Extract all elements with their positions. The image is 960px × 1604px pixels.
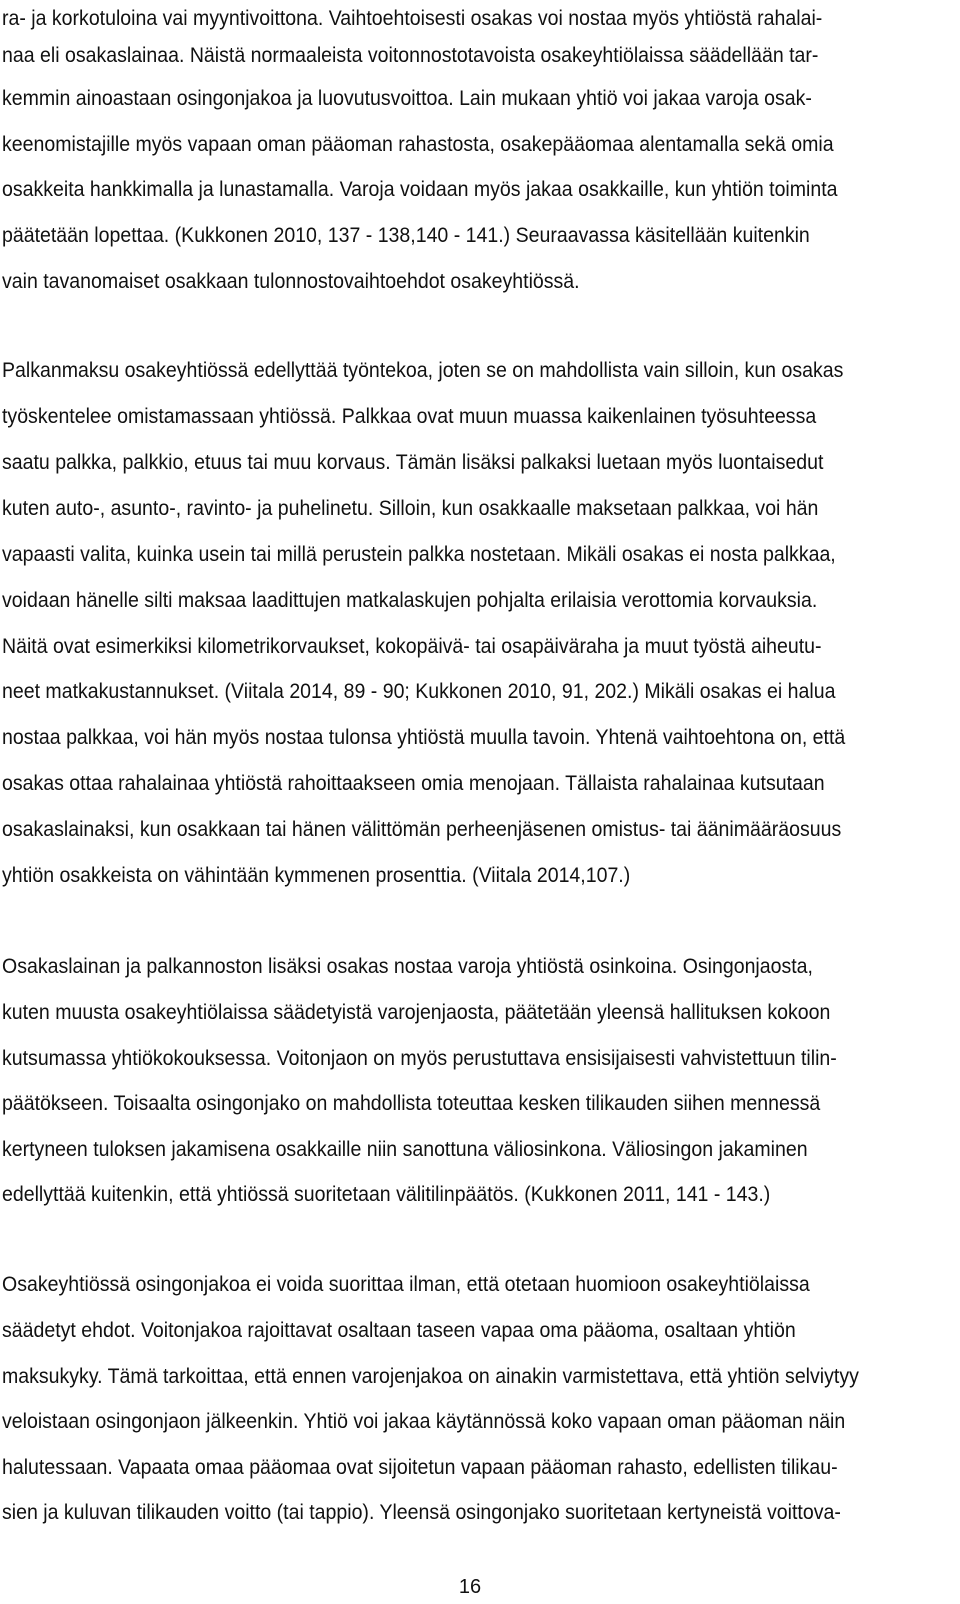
- text-line: neet matkakustannukset. (Viitala 2014, 89 - 90; Kukkonen 2010, 91, 202.) Mikäli osakas ei halua: [2, 680, 836, 703]
- text-line: kutsumassa yhtiökokouksessa. Voitonjaon on myös perustuttava ensisijaisesti vahvistettuun tilin-: [2, 1047, 837, 1070]
- text-line: kemmin ainoastaan osingonjakoa ja luovutusvoittoa. Lain mukaan yhtiö voi jakaa varoja osak-: [2, 87, 812, 110]
- text-line: päätetään lopettaa. (Kukkonen 2010, 137 - 138,140 - 141.) Seuraavassa käsitellään kuitenkin: [2, 224, 810, 247]
- text-line: halutessaan. Vapaata omaa pääomaa ovat sijoitetun vapaan pääoman rahasto, edellisten tilikau-: [2, 1456, 838, 1479]
- text-line: maksukyky. Tämä tarkoittaa, että ennen varojenjakoa on ainakin varmistettava, että yhtiön selviytyy: [2, 1365, 859, 1388]
- text-line: yhtiön osakkeista on vähintään kymmenen prosenttia. (Viitala 2014,107.): [2, 864, 631, 887]
- text-line: sien ja kuluvan tilikauden voitto (tai tappio). Yleensä osingonjako suoritetaan kertyneistä voittova-: [2, 1501, 841, 1524]
- text-line: voidaan hänelle silti maksaa laadittujen matkalaskujen pohjalta erilaisia verottomia korvauksia.: [2, 589, 818, 612]
- text-line: kuten muusta osakeyhtiölaissa säädetyistä varojenjaosta, päätetään yleensä hallituksen kokoon: [2, 1001, 831, 1024]
- text-line: säädetyt ehdot. Voitonjakoa rajoittavat osaltaan taseen vapaa oma pääoma, osaltaan yhtiön: [2, 1319, 796, 1342]
- text-line: edellyttää kuitenkin, että yhtiössä suoritetaan välitilinpäätös. (Kukkonen 2011, 141 - 143.): [2, 1183, 771, 1206]
- text-line: osakkeita hankkimalla ja lunastamalla. Varoja voidaan myös jakaa osakkaille, kun yhtiön toiminta: [2, 178, 838, 201]
- text-line: saatu palkka, palkkio, etuus tai muu korvaus. Tämän lisäksi palkaksi luetaan myös luontaisedut: [2, 451, 824, 474]
- text-line: osakaslainaksi, kun osakkaan tai hänen välittömän perheenjäsenen omistus- tai äänimääräosuus: [2, 818, 842, 841]
- text-line: vapaasti valita, kuinka usein tai millä perustein palkka nostetaan. Mikäli osakas ei nosta palkkaa,: [2, 543, 836, 566]
- text-line: kuten auto-, asunto-, ravinto- ja puhelinetu. Silloin, kun osakkaalle maksetaan palkkaa, voi hän: [2, 497, 819, 520]
- text-line: työskentelee omistamassaan yhtiössä. Palkkaa ovat muun muassa kaikenlainen työsuhteessa: [2, 405, 817, 428]
- text-line: Palkanmaksu osakeyhtiössä edellyttää työntekoa, joten se on mahdollista vain silloin, kun osakas: [2, 359, 844, 382]
- text-line: päätökseen. Toisaalta osingonjako on mahdollista toteuttaa kesken tilikauden siihen mennessä: [2, 1092, 821, 1115]
- text-line: veloistaan osingonjaon jälkeenkin. Yhtiö voi jakaa käytännössä koko vapaan oman pääoman näin: [2, 1410, 846, 1433]
- text-line: ra- ja korkotuloina vai myyntivoittona. Vaihtoehtoisesti osakas voi nostaa myös yhtiöstä rahalai-: [2, 7, 823, 30]
- text-line: vain tavanomaiset osakkaan tulonnostovaihtoehdot osakeyhtiössä.: [2, 270, 580, 293]
- text-line: Näitä ovat esimerkiksi kilometrikorvaukset, kokopäivä- tai osapäiväraha ja muut työstä aiheutu-: [2, 635, 822, 658]
- text-line: nostaa palkkaa, voi hän myös nostaa tulonsa yhtiöstä muulla tavoin. Yhtenä vaihtoehtona on, että: [2, 726, 846, 749]
- text-line: osakas ottaa rahalainaa yhtiöstä rahoittaakseen omia menojaan. Tällaista rahalainaa kutsutaan: [2, 772, 825, 795]
- text-line: Osakaslainan ja palkannoston lisäksi osakas nostaa varoja yhtiöstä osinkoina. Osingonjaosta,: [2, 955, 813, 978]
- text-line: naa eli osakaslainaa. Näistä normaaleista voitonnostotavoista osakeyhtiölaissa säädellään tar-: [2, 44, 819, 67]
- text-line: kertyneen tuloksen jakamisena osakkaille niin sanottuna väliosinkona. Väliosingon jakaminen: [2, 1138, 808, 1161]
- text-line: Osakeyhtiössä osingonjakoa ei voida suorittaa ilman, että otetaan huomioon osakeyhtiölaissa: [2, 1273, 810, 1296]
- text-line: keenomistajille myös vapaan oman pääoman rahastosta, osakepääomaa alentamalla sekä omia: [2, 133, 834, 156]
- page-number: 16: [458, 1576, 482, 1598]
